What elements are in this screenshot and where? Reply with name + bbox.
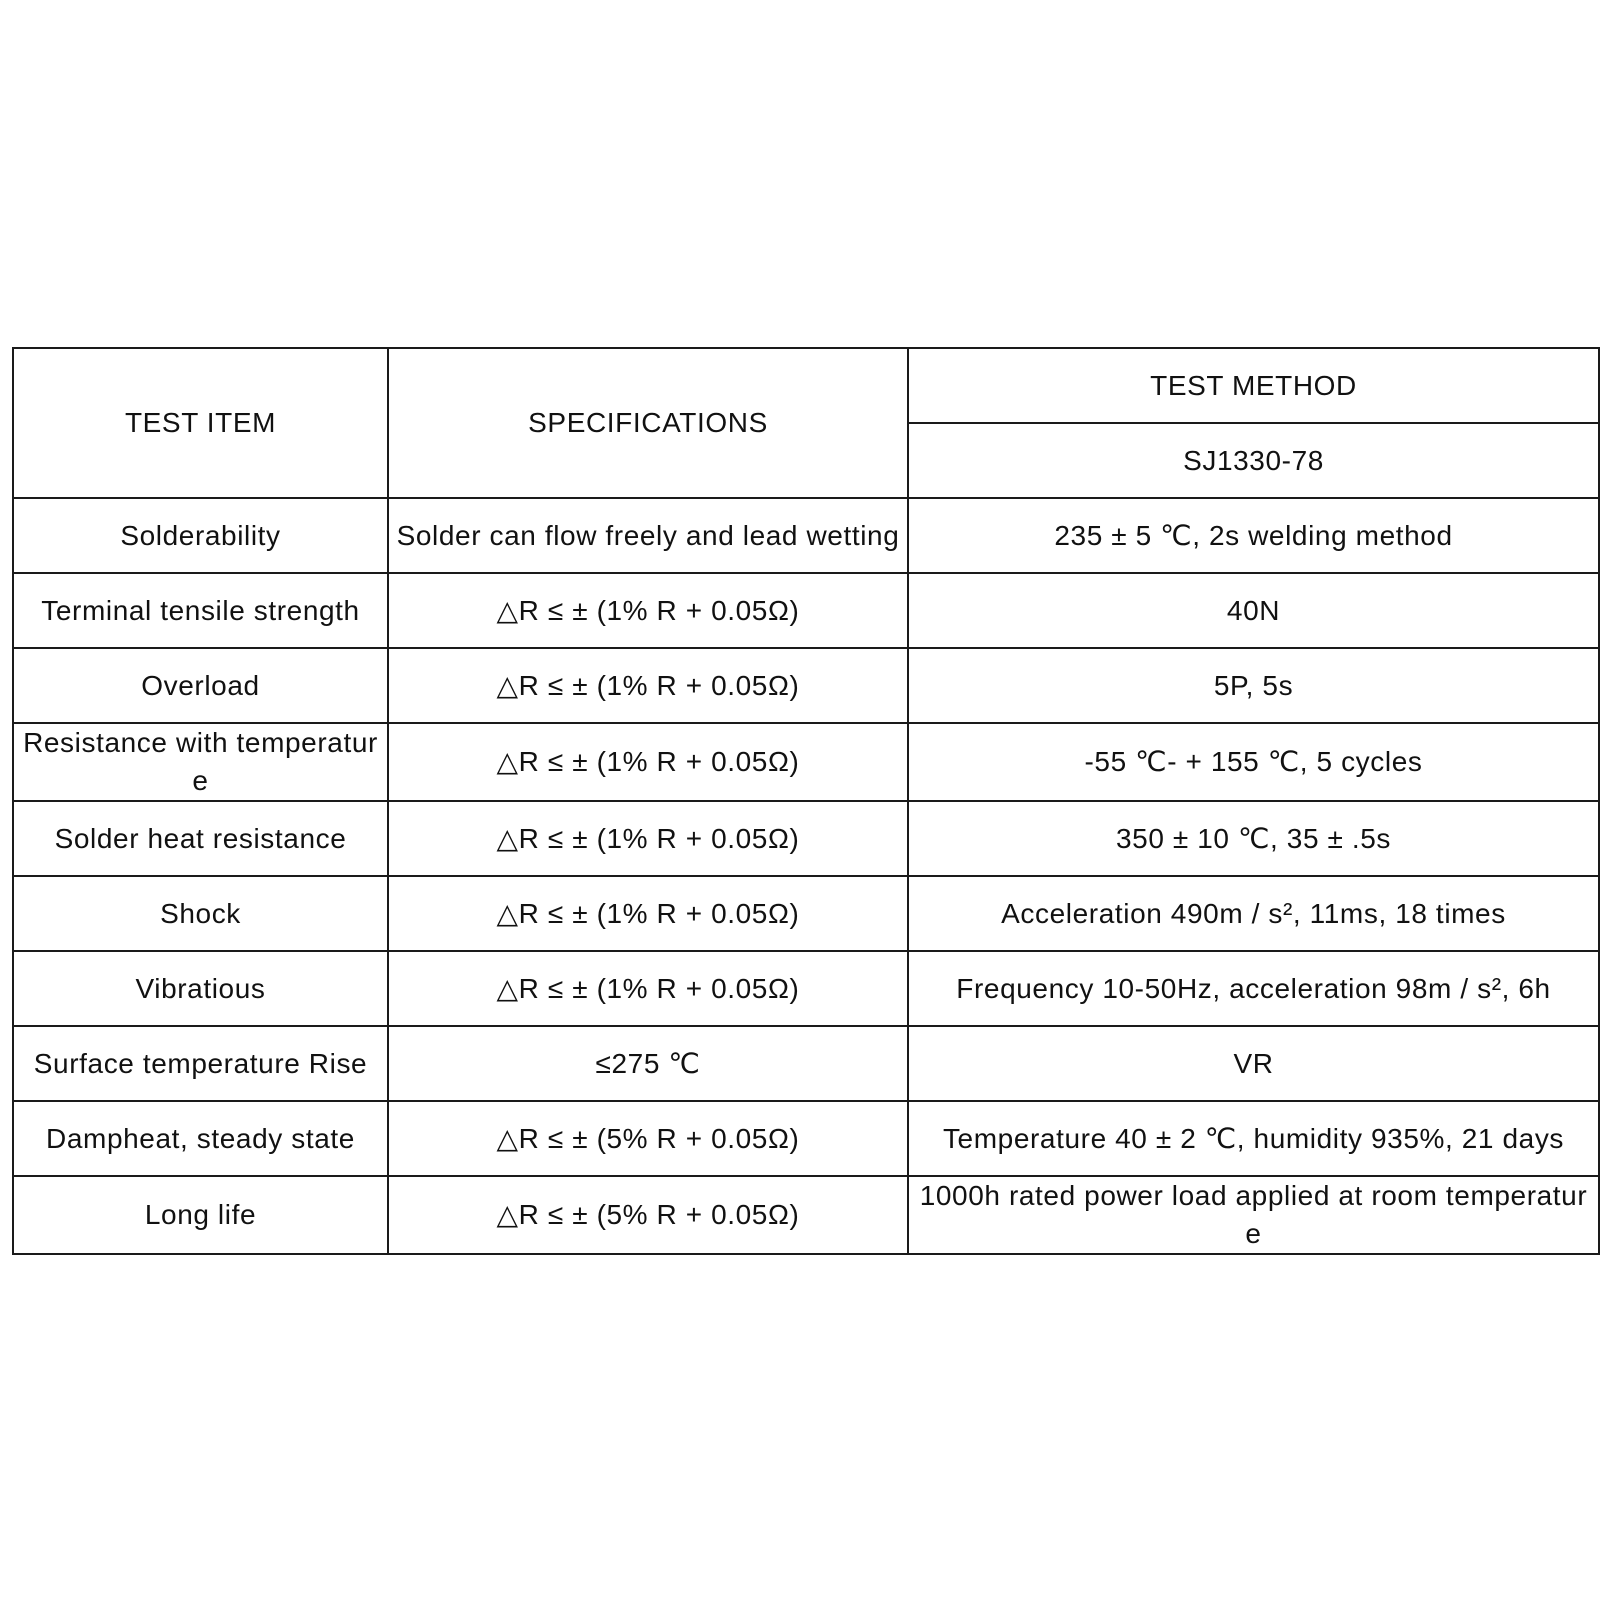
header-specifications: SPECIFICATIONS [388,348,908,498]
header-test-method-standard: SJ1330-78 [908,423,1599,498]
cell-specification: △R ≤ ± (1% R + 0.05Ω) [388,648,908,723]
cell-test-method: Acceleration 490m / s², 11ms, 18 times [908,876,1599,951]
cell-specification: △R ≤ ± (1% R + 0.05Ω) [388,951,908,1026]
cell-specification: △R ≤ ± (5% R + 0.05Ω) [388,1176,908,1254]
table-row [13,498,1599,573]
header-test-item: TEST ITEM [13,348,388,498]
cell-specification: △R ≤ ± (1% R + 0.05Ω) [388,801,908,876]
cell-specification: △R ≤ ± (1% R + 0.05Ω) [388,723,908,801]
cell-specification: ≤275 ℃ [388,1026,908,1101]
table-row [13,951,1599,1026]
table-header-row [13,348,1599,423]
cell-test-item: Terminal tensile strength [13,573,388,648]
cell-test-item: Shock [13,876,388,951]
cell-specification: Solder can flow freely and lead wetting [388,498,908,573]
cell-test-item: Solder heat resistance [13,801,388,876]
cell-test-method: -55 ℃- + 155 ℃, 5 cycles [908,723,1599,801]
table-row [13,1026,1599,1101]
table-row [13,801,1599,876]
cell-test-method: 5P, 5s [908,648,1599,723]
cell-test-method: VR [908,1026,1599,1101]
header-test-method: TEST METHOD [908,348,1599,423]
table-row [13,1101,1599,1176]
cell-specification: △R ≤ ± (1% R + 0.05Ω) [388,573,908,648]
cell-test-method: Frequency 10-50Hz, acceleration 98m / s², 6h [908,951,1599,1026]
cell-test-item: Overload [13,648,388,723]
table-row [13,1176,1599,1254]
cell-specification: △R ≤ ± (1% R + 0.05Ω) [388,876,908,951]
cell-test-item: Solderability [13,498,388,573]
cell-test-item: Surface temperature Rise [13,1026,388,1101]
cell-test-item: Long life [13,1176,388,1254]
table-row [13,648,1599,723]
cell-test-method: 40N [908,573,1599,648]
test-specification-table [12,347,1600,1255]
cell-test-method: Temperature 40 ± 2 ℃, humidity 935%, 21 days [908,1101,1599,1176]
table-row [13,723,1599,801]
table-row [13,573,1599,648]
table-row [13,876,1599,951]
cell-test-item: Vibratious [13,951,388,1026]
cell-test-item: Resistance with temperature [13,723,388,801]
cell-test-method: 235 ± 5 ℃, 2s welding method [908,498,1599,573]
cell-test-method: 350 ± 10 ℃, 35 ± .5s [908,801,1599,876]
cell-test-method: 1000h rated power load applied at room temperature [908,1176,1599,1254]
cell-specification: △R ≤ ± (5% R + 0.05Ω) [388,1101,908,1176]
cell-test-item: Dampheat, steady state [13,1101,388,1176]
